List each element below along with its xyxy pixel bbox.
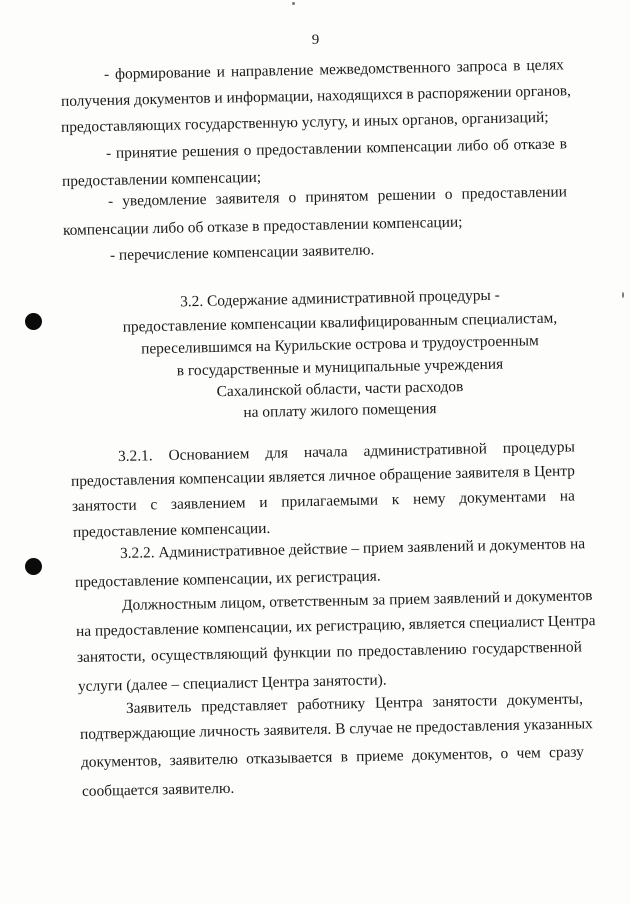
scan-speck [622,292,624,298]
paragraph-line: услуги (далее – специалист Центра занятости). [77,671,387,695]
paragraph-line: сообщается заявителю. [81,779,235,800]
list-item-line: предоставляющих государственную услугу, и иных органов, организаций; [60,108,549,136]
paragraph-line: подтверждающие личность заявителя. В случае не предоставления указанных [79,715,593,743]
list-item-line: - формирование и направление межведомственного запроса в целях [103,56,565,83]
punch-hole-top [25,313,42,330]
section-heading-line: на оплату жилого помещения [243,400,437,422]
paragraph-line: Должностным лицом, ответственным за прием заявлений и документов [121,587,593,614]
section-heading-line: 3.2. Содержание административной процедуры - [179,286,500,311]
paragraph-line: предоставления компенсации является личное обращение заявителя в Центр [70,462,576,490]
paragraph-line: занятости, осуществляющий функции по предоставлению государственной [76,638,583,666]
section-heading-line: Сахалинской области, части расходов [216,378,464,401]
section-heading-line: предоставление компенсации квалифицированным специалистам, [122,309,558,336]
paragraph-line: Заявитель представляет работнику Центра занятости документы, [125,690,584,717]
list-item-line: - перечисление компенсации заявителю. [109,241,375,264]
paragraph-line: предоставление компенсации, их регистрация. [74,567,381,591]
paragraph-line: документов, заявителю отказывается в приеме документов, о чем сразу [80,743,585,771]
list-item-line: получения документов и информации, находящихся в распоряжении органов, [60,82,572,110]
list-item-line: предоставлении компенсации; [61,168,262,190]
paragraph-line: 3.2.1. Основанием для начала административной процедуры [117,438,576,465]
punch-hole-bottom [25,558,42,575]
list-item-line: компенсации либо об отказе в предоставлении компенсации; [62,213,463,239]
paragraph-line: занятости с заявлением и прилагаемыми к нему документами на [71,487,576,515]
paragraph-line: 3.2.2. Административное действие – прием заявлений и документов на [119,535,586,562]
paragraph-line: предоставление компенсации. [72,519,271,541]
paragraph-line: на предоставление компенсации, их регистрацию, является специалист Центра [75,612,596,640]
page-number: 9 [311,32,320,48]
section-heading-line: в государственные и муниципальные учреждения [176,355,504,380]
list-item-line: - уведомление заявителя о принятом решении о предоставлении [107,183,568,210]
list-item-line: - принятие решения о предоставлении компенсации либо об отказе в [105,135,568,162]
scan-speck [292,2,295,5]
section-heading-line: переселившимся на Курильские острова и трудоустроенным [140,332,539,358]
